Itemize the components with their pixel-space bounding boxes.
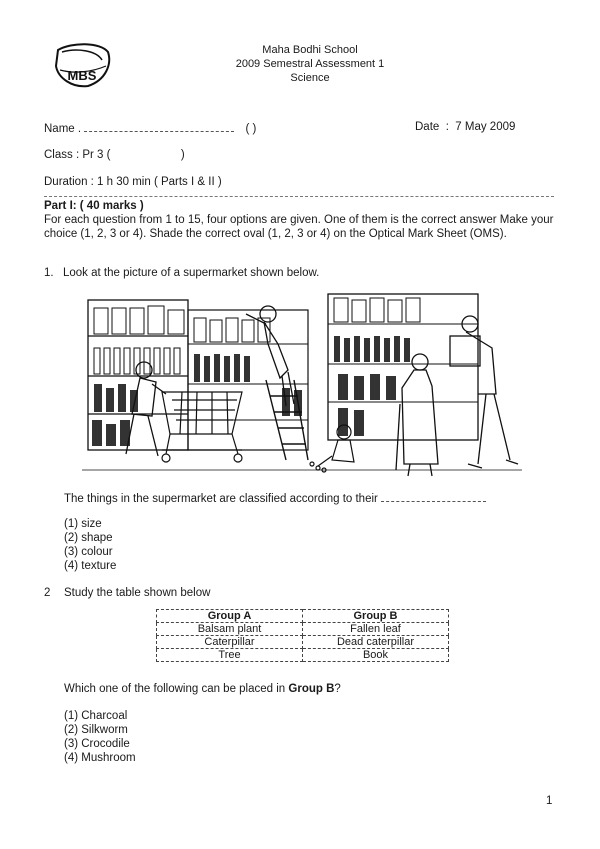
part1-title: Part I: ( 40 marks ) — [44, 200, 144, 212]
q2-number: 2 — [44, 587, 51, 599]
school-logo — [52, 40, 114, 90]
divider — [44, 196, 554, 197]
cell-b-2: Dead caterpillar — [303, 636, 449, 649]
index-paren: ( ) — [245, 123, 257, 135]
cell-a-3: Tree — [157, 649, 303, 662]
name-blank — [84, 121, 234, 132]
cell-a-1: Balsam plant — [157, 623, 303, 636]
q2-question-post: ? — [334, 683, 341, 695]
q1-option-2: (2) shape — [64, 532, 113, 544]
q1-blank — [381, 491, 486, 502]
q2-option-1: (1) Charcoal — [64, 710, 128, 722]
cell-b-3: Book — [303, 649, 449, 662]
date-value: 7 May 2009 — [455, 121, 516, 133]
page-number: 1 — [546, 795, 553, 807]
header-group-b: Group B — [303, 610, 449, 623]
subject-title: Science — [290, 72, 330, 84]
q1-prompt: Look at the picture of a supermarket shown below. — [63, 267, 320, 279]
q1-stem-text: The things in the supermarket are classified according to their — [64, 493, 378, 505]
class-row — [44, 149, 185, 161]
q2-question-bold: Group B — [288, 683, 335, 695]
q1-option-3: (3) colour — [64, 546, 113, 558]
assessment-title: 2009 Semestral Assessment 1 — [235, 58, 385, 70]
q1-stem — [64, 491, 486, 505]
name-label: Name — [44, 123, 75, 135]
name-row: Name . ( ) — [44, 123, 257, 135]
q1-number: 1. — [44, 267, 54, 279]
q2-question — [64, 683, 341, 695]
cell-b-1: Fallen leaf — [303, 623, 449, 636]
school-name: Maha Bodhi School — [262, 44, 358, 56]
part1-instructions: For each question from 1 to 15, four options are given. One of them is the correct answer Make your choice (1, 2, 3 or 4). Shade the correct oval (1, 2, 3 or 4) on the Optical Mark Sheet (OMS). — [44, 214, 554, 240]
table-row — [157, 636, 449, 649]
logo-text: MBS — [67, 68, 97, 83]
q1-option-4: (4) texture — [64, 560, 117, 572]
q2-prompt: Study the table shown below — [64, 587, 211, 599]
table-header-row — [157, 610, 449, 623]
q2-option-2: (2) Silkworm — [64, 724, 128, 736]
date-row: Date : 7 May 2009 — [415, 121, 516, 133]
q2-option-3: (3) Crocodile — [64, 738, 130, 750]
q2-question-pre: Which one of the following can be placed in — [64, 683, 286, 695]
duration: Duration : 1 h 30 min ( Parts I & II ) — [44, 176, 222, 188]
q2-option-4: (4) Mushroom — [64, 752, 136, 764]
cell-a-2: Caterpillar — [157, 636, 303, 649]
class-close: ) — [180, 149, 185, 161]
date-label: Date — [415, 121, 440, 133]
group-table — [156, 609, 449, 662]
class-label: Class : Pr 3 ( — [44, 149, 111, 161]
table-row — [157, 623, 449, 636]
supermarket-illustration — [82, 284, 522, 480]
table-row — [157, 649, 449, 662]
header-group-a: Group A — [157, 610, 303, 623]
q1-option-1: (1) size — [64, 518, 102, 530]
